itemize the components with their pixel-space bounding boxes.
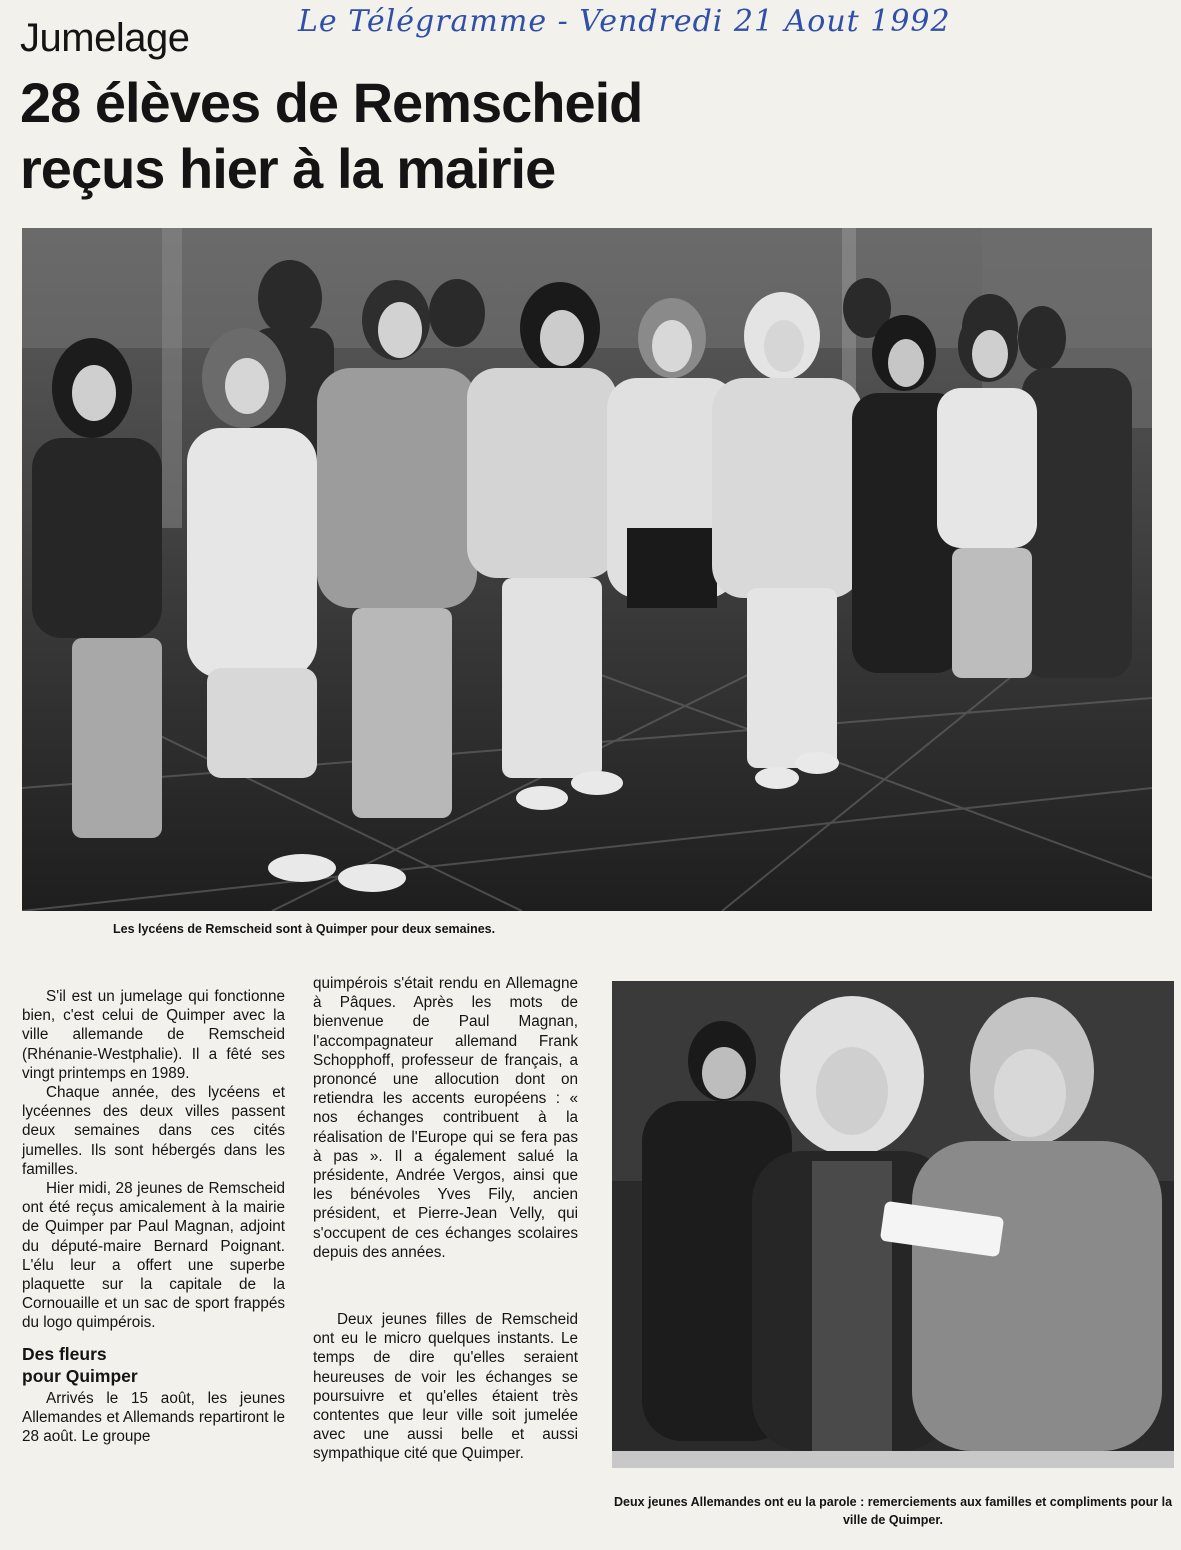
main-group-photo: [22, 228, 1152, 911]
paragraph: Hier midi, 28 jeunes de Remscheid ont été reçus amicalement à la mairie de Quimper par Paul Magnan, adjoint du député-maire Bernard Poignant. L'élu leur a offert une superbe plaquette sur la capitale de la Cornouaille et un sac de sport frappés du logo quimpérois.: [22, 1180, 285, 1332]
subheading: [22, 1343, 285, 1387]
column-gap: [313, 1262, 578, 1310]
article-column-2: [313, 974, 578, 1464]
two-girls-photo-illustration: [612, 981, 1174, 1468]
group-photo-illustration: [22, 228, 1152, 911]
paragraph: Deux jeunes filles de Remscheid ont eu le micro quelques instants. Le temps de dire qu'elles seraient heureuses de voir les échanges se poursuivre et qu'elles étaient très contentes que leur ville soit jumelée avec une aussi belle et aussi sympathique cité que Quimper.: [313, 1311, 578, 1463]
paragraph: quimpérois s'était rendu en Allemagne à Pâques. Après les mots de bienvenue de Paul Magnan, l'accompagnateur allemand Frank Schopphoff, professeur de français, a prononcé une allocution dont on retiendra les accents européens : « nos échanges contribuent à la réalisation de l'Europe qui se fera pas à pas ». Il a également salué la présidente, Andrée Vergos, ainsi que les bénévoles Yves Fily, ancien président, et Pierre-Jean Velly, qui s'occupent de ces échanges scolaires depuis des années.: [313, 975, 578, 1261]
headline-line-2: reçus hier à la mairie: [20, 137, 556, 200]
paragraph: S'il est un jumelage qui fonctionne bien, c'est celui de Quimper avec la ville allemande de Remscheid (Rhénanie-Westphalie). Il a fêté ses vingt printemps en 1989.: [22, 988, 285, 1082]
side-photo-caption: Deux jeunes Allemandes ont eu la parole : remerciements aux familles et compliments pour la ville de Quimper.: [613, 1495, 1173, 1527]
main-photo-caption: Les lycéens de Remscheid sont à Quimper pour deux semaines.: [113, 922, 496, 936]
subheading-line-2: pour Quimper: [22, 1365, 138, 1386]
paragraph: Arrivés le 15 août, les jeunes Allemandes et Allemands repartiront le 28 août. Le groupe: [22, 1389, 285, 1446]
section-kicker: Jumelage: [20, 16, 190, 60]
article-column-1: [22, 987, 285, 1446]
subheading-line-1: Des fleurs: [22, 1343, 107, 1364]
paragraph: Chaque année, des lycéens et lycéennes des deux villes passent deux semaines dans ces cités jumelles. Ils sont hébergés dans les familles.: [22, 1084, 285, 1178]
headline-line-1: 28 élèves de Remscheid: [20, 71, 643, 134]
handwritten-date-note: Le Télégramme - Vendredi 21 Aout 1992: [298, 4, 951, 39]
side-photo-two-girls: [612, 981, 1174, 1468]
headline: [20, 70, 1160, 202]
